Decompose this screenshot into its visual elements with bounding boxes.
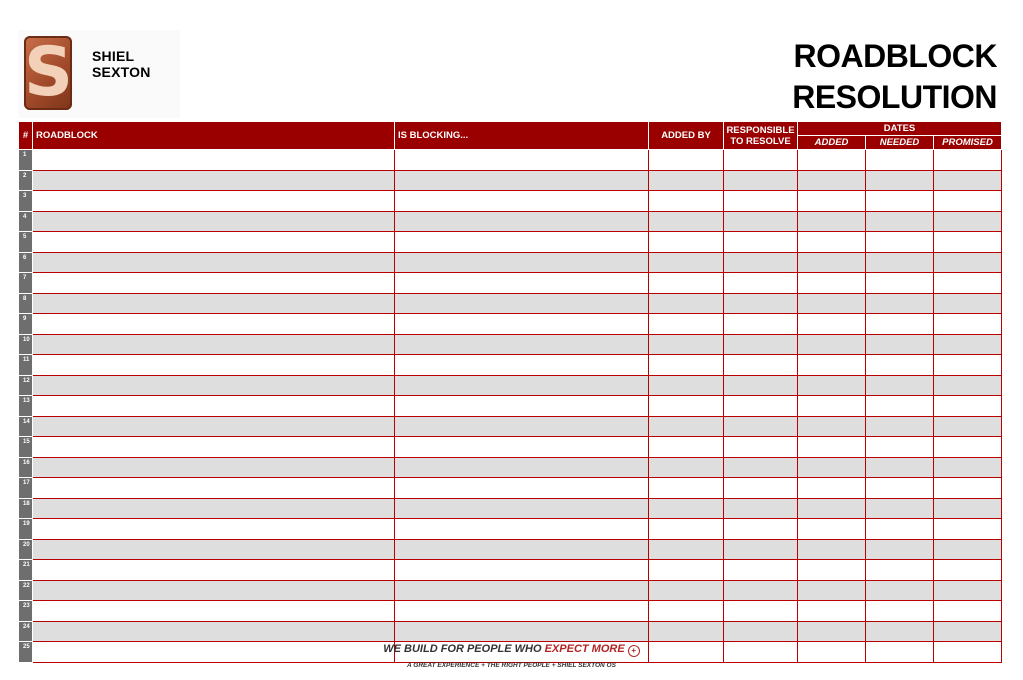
date-added-cell[interactable] (798, 580, 866, 601)
row-number: 8 (19, 293, 33, 314)
roadblock-cell[interactable] (33, 560, 395, 581)
is-blocking-cell[interactable] (395, 580, 649, 601)
date-promised-cell[interactable] (934, 457, 1002, 478)
date-added-cell[interactable] (798, 334, 866, 355)
row-number: 3 (19, 191, 33, 212)
col-header-added: ADDED (798, 136, 866, 150)
responsible-cell[interactable] (724, 539, 798, 560)
col-header-promised: PROMISED (934, 136, 1002, 150)
date-added-cell[interactable] (798, 273, 866, 294)
date-promised-cell[interactable] (934, 437, 1002, 458)
table-row (19, 150, 1002, 171)
date-promised-cell[interactable] (934, 621, 1002, 642)
table-row (19, 601, 1002, 622)
responsible-cell[interactable] (724, 211, 798, 232)
responsible-cell[interactable] (724, 191, 798, 212)
date-added-cell[interactable] (798, 498, 866, 519)
roadblock-cell[interactable] (33, 191, 395, 212)
roadblock-cell[interactable] (33, 252, 395, 273)
row-number: 18 (19, 498, 33, 519)
row-number: 20 (19, 539, 33, 560)
date-promised-cell[interactable] (934, 601, 1002, 622)
date-needed-cell[interactable] (866, 355, 934, 376)
date-needed-cell[interactable] (866, 273, 934, 294)
col-header-is-blocking: IS BLOCKING... (395, 122, 649, 150)
date-needed-cell[interactable] (866, 539, 934, 560)
row-number: 13 (19, 396, 33, 417)
date-needed-cell[interactable] (866, 170, 934, 191)
roadblock-table (18, 121, 1002, 663)
added-by-cell[interactable] (649, 498, 724, 519)
added-by-cell[interactable] (649, 314, 724, 335)
roadblock-cell[interactable] (33, 519, 395, 540)
added-by-cell[interactable] (649, 416, 724, 437)
date-promised-cell[interactable] (934, 150, 1002, 171)
added-by-cell[interactable] (649, 560, 724, 581)
table-row (19, 293, 1002, 314)
col-header-needed: NEEDED (866, 136, 934, 150)
roadblock-cell[interactable] (33, 211, 395, 232)
date-promised-cell[interactable] (934, 211, 1002, 232)
row-number: 11 (19, 355, 33, 376)
date-needed-cell[interactable] (866, 519, 934, 540)
responsible-cell[interactable] (724, 498, 798, 519)
added-by-cell[interactable] (649, 334, 724, 355)
responsible-cell[interactable] (724, 273, 798, 294)
row-number: 10 (19, 334, 33, 355)
date-promised-cell[interactable] (934, 232, 1002, 253)
date-needed-cell[interactable] (866, 580, 934, 601)
date-needed-cell[interactable] (866, 396, 934, 417)
is-blocking-cell[interactable] (395, 416, 649, 437)
table-row (19, 375, 1002, 396)
date-promised-cell[interactable] (934, 580, 1002, 601)
table-row (19, 621, 1002, 642)
date-promised-cell[interactable] (934, 170, 1002, 191)
responsible-line-1: RESPONSIBLE (726, 124, 795, 136)
date-needed-cell[interactable] (866, 191, 934, 212)
added-by-cell[interactable] (649, 150, 724, 171)
added-by-cell[interactable] (649, 457, 724, 478)
is-blocking-cell[interactable] (395, 355, 649, 376)
added-by-cell[interactable] (649, 375, 724, 396)
col-header-roadblock: ROADBLOCK (33, 122, 395, 150)
roadblock-cell[interactable] (33, 601, 395, 622)
added-by-cell[interactable] (649, 293, 724, 314)
roadblock-cell[interactable] (33, 170, 395, 191)
logo-s-icon: S (24, 33, 73, 112)
is-blocking-cell[interactable] (395, 621, 649, 642)
table-row (19, 211, 1002, 232)
roadblock-cell[interactable] (33, 437, 395, 458)
date-added-cell[interactable] (798, 416, 866, 437)
table-row (19, 396, 1002, 417)
added-by-cell[interactable] (649, 355, 724, 376)
col-header-responsible (724, 122, 798, 150)
date-added-cell[interactable] (798, 601, 866, 622)
date-added-cell[interactable] (798, 560, 866, 581)
is-blocking-cell[interactable] (395, 314, 649, 335)
row-number: 1 (19, 150, 33, 171)
responsible-cell[interactable] (724, 457, 798, 478)
is-blocking-cell[interactable] (395, 560, 649, 581)
table-row (19, 334, 1002, 355)
responsible-cell[interactable] (724, 293, 798, 314)
responsible-cell[interactable] (724, 170, 798, 191)
date-added-cell[interactable] (798, 478, 866, 499)
table-row (19, 519, 1002, 540)
date-added-cell[interactable] (798, 437, 866, 458)
added-by-cell[interactable] (649, 191, 724, 212)
added-by-cell[interactable] (649, 478, 724, 499)
added-by-cell[interactable] (649, 539, 724, 560)
tagline-emphasis: EXPECT MORE (544, 643, 625, 655)
responsible-cell[interactable] (724, 252, 798, 273)
table-row (19, 457, 1002, 478)
row-number: 12 (19, 375, 33, 396)
date-needed-cell[interactable] (866, 498, 934, 519)
responsible-cell[interactable] (724, 580, 798, 601)
row-number: 25 (19, 642, 33, 663)
added-by-cell[interactable] (649, 170, 724, 191)
table-row (19, 314, 1002, 335)
table-row (19, 273, 1002, 294)
added-by-cell[interactable] (649, 211, 724, 232)
roadblock-cell[interactable] (33, 416, 395, 437)
responsible-cell[interactable] (724, 150, 798, 171)
table-row (19, 416, 1002, 437)
date-promised-cell[interactable] (934, 396, 1002, 417)
is-blocking-cell[interactable] (395, 170, 649, 191)
roadblock-cell[interactable] (33, 478, 395, 499)
row-number: 22 (19, 580, 33, 601)
added-by-cell[interactable] (649, 601, 724, 622)
date-needed-cell[interactable] (866, 375, 934, 396)
date-promised-cell[interactable] (934, 498, 1002, 519)
date-added-cell[interactable] (798, 355, 866, 376)
responsible-cell[interactable] (724, 334, 798, 355)
col-header-number: # (19, 122, 33, 150)
table-row (19, 560, 1002, 581)
date-added-cell[interactable] (798, 211, 866, 232)
is-blocking-cell[interactable] (395, 478, 649, 499)
added-by-cell[interactable] (649, 273, 724, 294)
is-blocking-cell[interactable] (395, 293, 649, 314)
date-needed-cell[interactable] (866, 416, 934, 437)
date-needed-cell[interactable] (866, 314, 934, 335)
responsible-cell[interactable] (724, 519, 798, 540)
date-added-cell[interactable] (798, 396, 866, 417)
date-added-cell[interactable] (798, 539, 866, 560)
responsible-cell[interactable] (724, 396, 798, 417)
roadblock-cell[interactable] (33, 355, 395, 376)
company-logo (18, 30, 180, 118)
date-promised-cell[interactable] (934, 478, 1002, 499)
roadblock-cell[interactable] (33, 498, 395, 519)
table-row (19, 170, 1002, 191)
roadblock-cell[interactable] (33, 314, 395, 335)
roadblock-cell[interactable] (33, 150, 395, 171)
responsible-cell[interactable] (724, 416, 798, 437)
row-number: 14 (19, 416, 33, 437)
responsible-cell[interactable] (724, 621, 798, 642)
date-needed-cell[interactable] (866, 150, 934, 171)
row-number: 16 (19, 457, 33, 478)
date-added-cell[interactable] (798, 252, 866, 273)
date-promised-cell[interactable] (934, 252, 1002, 273)
table-row (19, 355, 1002, 376)
is-blocking-cell[interactable] (395, 375, 649, 396)
is-blocking-cell[interactable] (395, 211, 649, 232)
row-number: 2 (19, 170, 33, 191)
tagline-prefix: WE BUILD FOR PEOPLE WHO (383, 643, 542, 655)
responsible-line-2: TO RESOLVE (730, 135, 791, 147)
added-by-cell[interactable] (649, 232, 724, 253)
title-line-1: ROADBLOCK (793, 38, 997, 74)
row-number: 6 (19, 252, 33, 273)
is-blocking-cell[interactable] (395, 498, 649, 519)
table-row (19, 580, 1002, 601)
is-blocking-cell[interactable] (395, 252, 649, 273)
responsible-cell[interactable] (724, 355, 798, 376)
roadblock-cell[interactable] (33, 232, 395, 253)
roadblock-cell[interactable] (33, 273, 395, 294)
is-blocking-cell[interactable] (395, 539, 649, 560)
is-blocking-cell[interactable] (395, 437, 649, 458)
date-promised-cell[interactable] (934, 191, 1002, 212)
roadblock-cell[interactable] (33, 539, 395, 560)
table-row (19, 539, 1002, 560)
date-added-cell[interactable] (798, 375, 866, 396)
roadblock-cell[interactable] (33, 396, 395, 417)
table-row (19, 252, 1002, 273)
roadblock-cell[interactable] (33, 375, 395, 396)
responsible-cell[interactable] (724, 478, 798, 499)
date-needed-cell[interactable] (866, 293, 934, 314)
row-number: 23 (19, 601, 33, 622)
roadblock-cell[interactable] (33, 621, 395, 642)
table-row (19, 191, 1002, 212)
date-needed-cell[interactable] (866, 601, 934, 622)
date-added-cell[interactable] (798, 519, 866, 540)
roadblock-cell[interactable] (33, 334, 395, 355)
table-row (19, 437, 1002, 458)
responsible-cell[interactable] (724, 560, 798, 581)
title-line-2: RESOLUTION (792, 79, 997, 115)
plus-circle-icon: + (628, 645, 640, 657)
date-needed-cell[interactable] (866, 232, 934, 253)
row-number: 21 (19, 560, 33, 581)
date-needed-cell[interactable] (866, 437, 934, 458)
date-needed-cell[interactable] (866, 457, 934, 478)
row-number: 9 (19, 314, 33, 335)
date-added-cell[interactable] (798, 621, 866, 642)
added-by-cell[interactable] (649, 621, 724, 642)
responsible-cell[interactable] (724, 314, 798, 335)
date-promised-cell[interactable] (934, 314, 1002, 335)
date-promised-cell[interactable] (934, 560, 1002, 581)
added-by-cell[interactable] (649, 580, 724, 601)
footer-tagline (0, 643, 1023, 657)
date-added-cell[interactable] (798, 314, 866, 335)
date-promised-cell[interactable] (934, 355, 1002, 376)
responsible-cell[interactable] (724, 437, 798, 458)
row-number: 5 (19, 232, 33, 253)
roadblock-cell[interactable] (33, 457, 395, 478)
is-blocking-cell[interactable] (395, 519, 649, 540)
row-number: 17 (19, 478, 33, 499)
is-blocking-cell[interactable] (395, 334, 649, 355)
row-number: 24 (19, 621, 33, 642)
added-by-cell[interactable] (649, 519, 724, 540)
table-row (19, 232, 1002, 253)
row-number: 19 (19, 519, 33, 540)
date-needed-cell[interactable] (866, 560, 934, 581)
is-blocking-cell[interactable] (395, 150, 649, 171)
date-needed-cell[interactable] (866, 334, 934, 355)
date-added-cell[interactable] (798, 457, 866, 478)
date-needed-cell[interactable] (866, 621, 934, 642)
footer-subline: A GREAT EXPERIENCE + THE RIGHT PEOPLE + SHIEL SEXTON OS (407, 662, 616, 669)
date-added-cell[interactable] (798, 170, 866, 191)
date-promised-cell[interactable] (934, 293, 1002, 314)
is-blocking-cell[interactable] (395, 191, 649, 212)
date-promised-cell[interactable] (934, 539, 1002, 560)
date-added-cell[interactable] (798, 150, 866, 171)
is-blocking-cell[interactable] (395, 457, 649, 478)
added-by-cell[interactable] (649, 252, 724, 273)
date-promised-cell[interactable] (934, 416, 1002, 437)
is-blocking-cell[interactable] (395, 273, 649, 294)
row-number: 4 (19, 211, 33, 232)
table-row (19, 478, 1002, 499)
date-needed-cell[interactable] (866, 252, 934, 273)
date-added-cell[interactable] (798, 232, 866, 253)
date-promised-cell[interactable] (934, 375, 1002, 396)
row-number: 15 (19, 437, 33, 458)
added-by-cell[interactable] (649, 437, 724, 458)
is-blocking-cell[interactable] (395, 601, 649, 622)
is-blocking-cell[interactable] (395, 396, 649, 417)
date-needed-cell[interactable] (866, 478, 934, 499)
responsible-cell[interactable] (724, 232, 798, 253)
responsible-cell[interactable] (724, 601, 798, 622)
date-promised-cell[interactable] (934, 519, 1002, 540)
date-promised-cell[interactable] (934, 273, 1002, 294)
date-added-cell[interactable] (798, 293, 866, 314)
responsible-cell[interactable] (724, 375, 798, 396)
added-by-cell[interactable] (649, 396, 724, 417)
col-header-added-by: ADDED BY (649, 122, 724, 150)
roadblock-cell[interactable] (33, 293, 395, 314)
row-number: 7 (19, 273, 33, 294)
date-added-cell[interactable] (798, 191, 866, 212)
roadblock-cell[interactable] (33, 580, 395, 601)
is-blocking-cell[interactable] (395, 232, 649, 253)
document-title (737, 36, 997, 118)
date-needed-cell[interactable] (866, 211, 934, 232)
date-promised-cell[interactable] (934, 334, 1002, 355)
company-name: SHIEL SEXTON (92, 48, 151, 80)
table-row (19, 498, 1002, 519)
col-header-dates: DATES (798, 122, 1002, 136)
